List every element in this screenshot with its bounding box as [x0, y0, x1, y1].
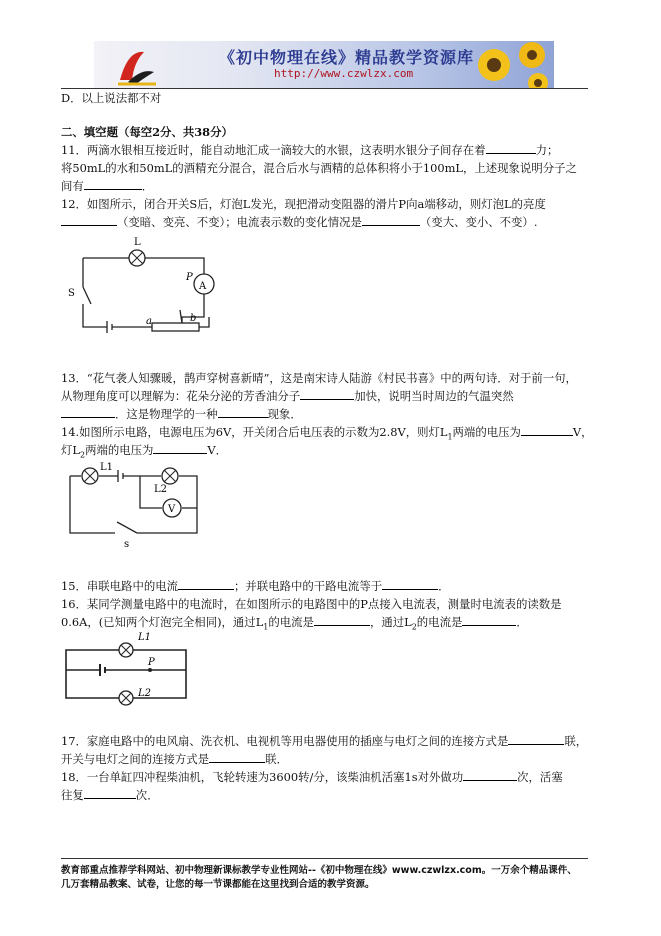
q13-line3 — [61, 405, 601, 423]
q15-blank-1[interactable] — [178, 577, 234, 590]
q15-text-c: ． — [438, 579, 450, 593]
q11-blank-1[interactable] — [486, 141, 536, 154]
q17-blank-1[interactable] — [508, 732, 564, 745]
q13-line2 — [61, 387, 601, 405]
lamp-l-label: L — [134, 237, 141, 248]
logo-icon — [114, 46, 158, 86]
q13-line1: 13．“花气袭人知骤暖，鹊声穿树喜新晴”，这是南宋诗人陆游《村民书喜》中的两句诗．对于前一句， — [61, 371, 577, 385]
footer-line-2: 几万套精品教案、试卷，让您的每一节课都能在这里找到合适的教学资源。 — [61, 879, 375, 890]
lamp-l2 — [162, 468, 178, 484]
q12-text-a: （变暗、变亮、不变）；电流表示数的变化情况是 — [117, 215, 362, 229]
switch-s-label: S — [68, 288, 75, 299]
q13-text-b: 加快，说明当时周边的气温突然 — [354, 389, 514, 403]
q14-blank-2[interactable] — [153, 441, 207, 454]
lamp-l1 — [82, 468, 98, 484]
q16-text-a: 0.6A，(已知两个灯泡完全相同)，通过L — [61, 615, 264, 629]
q14-text-f: V． — [207, 443, 228, 457]
q18-line2 — [61, 786, 601, 804]
banner-title: 《初中物理在线》精品教学资源库 — [219, 48, 475, 67]
q11-line1 — [61, 141, 601, 159]
q16-text-c: ，通过L — [369, 615, 412, 629]
q13-text-a: 从物理角度可以理解为：花朵分泌的芳香油分子 — [61, 389, 301, 403]
q18-line1 — [61, 768, 601, 786]
q17-text-a: 17．家庭电路中的电风扇、洗衣机、电视机等用电器使用的插座与电灯之间的连接方式是 — [61, 734, 509, 748]
lamp-l1 — [119, 643, 133, 657]
header-divider — [61, 88, 588, 89]
q18-text-a: 18．一台单缸四冲程柴油机，飞轮转速为3600转/分，该柴油机活塞1s对外做功 — [61, 770, 464, 784]
q13-blank-1[interactable] — [300, 387, 354, 400]
q11-line2: 将50mL的水和50mL的酒精充分混合，混合后水与酒精的总体积将小于100mL，上述现象说明分子之 — [61, 161, 577, 175]
q16-blank-1[interactable] — [314, 613, 370, 626]
q16-text-b: 的电流是 — [268, 615, 314, 629]
ammeter-label: A — [199, 281, 207, 292]
q14-text-e: 两端的电压为 — [85, 443, 154, 457]
q14-sub-1: 1 — [447, 432, 453, 442]
q11-text-b: 力； — [535, 143, 559, 157]
q15-line1 — [61, 577, 601, 595]
q17-text-b: 联， — [564, 734, 588, 748]
lamp-l1-label: L1 — [138, 632, 152, 643]
q16-blank-2[interactable] — [462, 613, 516, 626]
q18-text-b: 次，活塞 — [517, 770, 563, 784]
footer-line-1: 教育部重点推荐学科网站、初中物理新课标教学专业性网站--《初中物理在线》www.czwlzx.com。一万余个精品课件、 — [61, 865, 577, 876]
q16-text-d: 的电流是 — [416, 615, 463, 629]
header-banner — [94, 41, 554, 89]
q18-blank-2[interactable] — [84, 786, 136, 799]
point-p-label: P — [186, 272, 193, 283]
q18-text-d: 次． — [135, 788, 159, 802]
lamp-l2-label: L2 — [138, 688, 152, 699]
lamp-l2-label: L2 — [154, 484, 168, 495]
q11-text-c: 间有 — [61, 179, 84, 193]
q13-text-d: 现象． — [267, 407, 302, 421]
q18-text-c: 往复 — [61, 788, 84, 802]
voltmeter-label: V — [168, 504, 176, 515]
point-p-dot — [148, 668, 152, 672]
q17-line1 — [61, 732, 601, 750]
q17-line2 — [61, 750, 601, 768]
end-a-label: a — [146, 316, 152, 327]
switch-s-label: s — [124, 539, 130, 550]
q15-blank-2[interactable] — [382, 577, 438, 590]
q14-blank-1[interactable] — [521, 423, 573, 436]
q12-blank-1[interactable] — [61, 213, 117, 226]
point-p-label: P — [148, 657, 155, 668]
q11-line3 — [61, 177, 601, 195]
q13-blank-2[interactable] — [61, 405, 115, 418]
q13-blank-3[interactable] — [218, 405, 268, 418]
q12-line1: 12．如图所示，闭合开关S后，灯泡L发光，现把滑动变阻器的滑片P向a端移动，则灯泡L的亮度 — [61, 197, 546, 211]
q14-text-c: V， — [572, 425, 593, 439]
footer-divider — [61, 858, 588, 859]
q15-text-a: 15．串联电路中的电流 — [61, 579, 179, 593]
banner-url[interactable]: http://www.czwlzx.com — [274, 67, 414, 80]
lamp-l2 — [119, 691, 133, 705]
q17-text-c: 开关与电灯之间的连接方式是 — [61, 752, 210, 766]
figure-14-circuit — [62, 458, 212, 552]
q14-text-b: 两端的电压为 — [452, 425, 521, 439]
q14-sub-2: 2 — [79, 450, 86, 460]
q13-text-c: ．这是物理学的一种 — [115, 407, 218, 421]
q11-blank-2[interactable] — [84, 177, 142, 190]
q15-text-b: ；并联电路中的干路电流等于 — [234, 579, 383, 593]
figure-12-circuit — [62, 232, 232, 344]
figure-16-circuit — [62, 630, 192, 710]
q12-line2 — [61, 213, 601, 231]
q16-sub-1: 1 — [263, 622, 269, 632]
q14-text-d: 灯L — [61, 443, 80, 457]
section-title: 二、填空题（每空2分、共38分） — [61, 125, 233, 139]
lamp-l — [129, 250, 145, 266]
q14-text-a: 14.如图所示电路，电源电压为6V，开关闭合后电压表的示数为2.8V，则灯L — [61, 425, 448, 439]
q16-text-e: ． — [516, 615, 528, 629]
q18-blank-1[interactable] — [463, 768, 517, 781]
q11-text-d: ． — [141, 179, 154, 193]
lamp-l1-label: L1 — [100, 462, 114, 473]
option-d: D．以上说法都不对 — [61, 91, 162, 105]
q16-sub-2: 2 — [411, 622, 417, 632]
end-b-label: b — [190, 313, 197, 324]
q16-line1: 16．某同学测量电路中的电流时，在如图所示的电路图中的P点接入电流表，测量时电流表的读数是 — [61, 597, 562, 611]
q17-blank-2[interactable] — [209, 750, 265, 763]
q12-text-b: （变大、变小、不变）. — [419, 215, 538, 229]
q17-text-d: 联． — [265, 752, 288, 766]
sunflower-icon — [472, 41, 554, 89]
q12-blank-2[interactable] — [362, 213, 420, 226]
q11-text-a: 11．两滴水银相互接近时，能自动地汇成一滴较大的水银，这表明水银分子间存在着 — [61, 143, 486, 157]
